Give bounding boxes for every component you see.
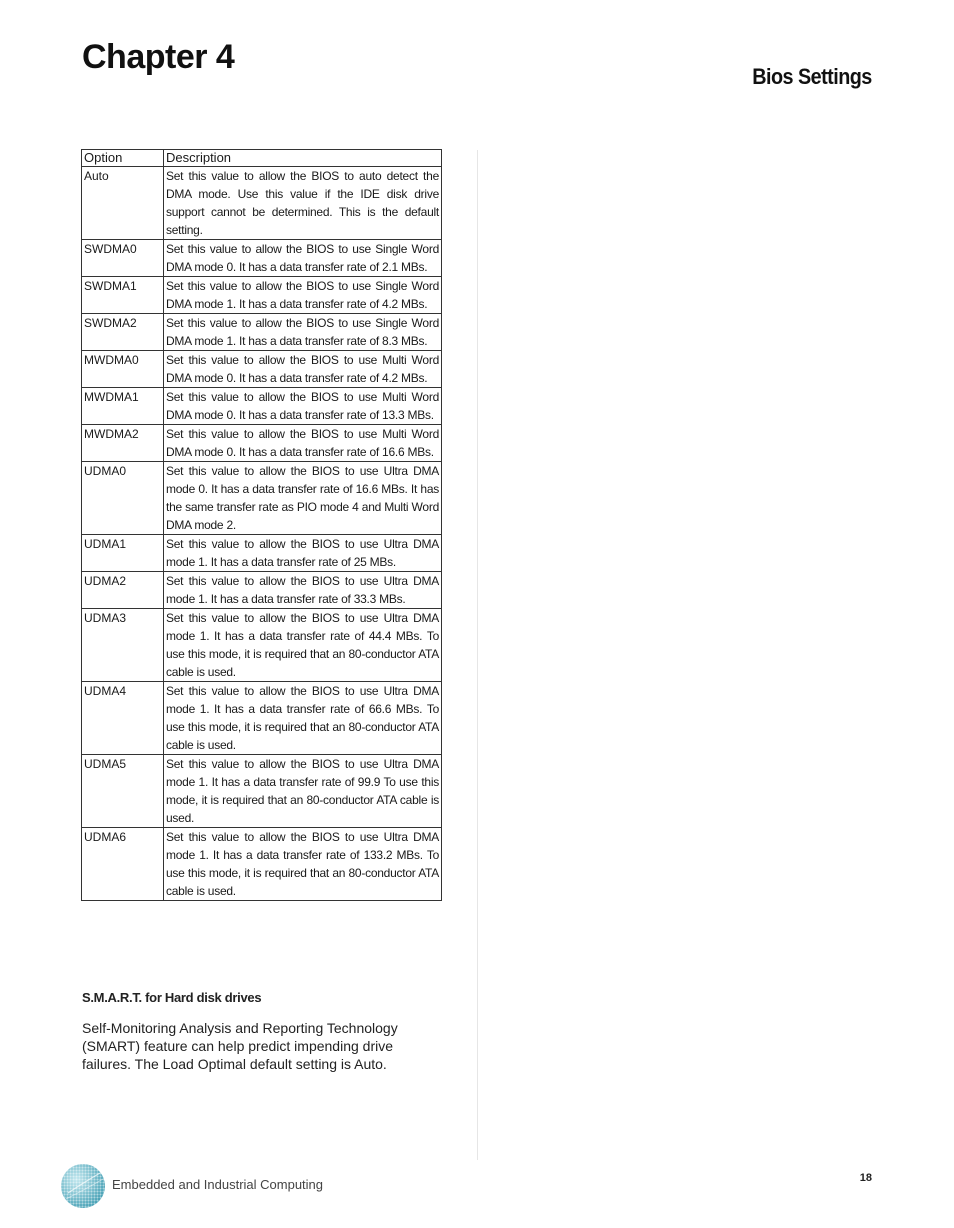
description-cell: Set this value to allow the BIOS to use Single Word DMA mode 1. It has a data transfer rate of 8.3 MBs.	[164, 314, 442, 351]
description-cell: Set this value to allow the BIOS to use Ultra DMA mode 1. It has a data transfer rate of 44.4 MBs. To use this mode, it is required that an 80-conductor ATA cable is used.	[164, 609, 442, 682]
description-cell: Set this value to allow the BIOS to use Ultra DMA mode 1. It has a data transfer rate of 33.3 MBs.	[164, 572, 442, 609]
option-cell: Auto	[82, 167, 164, 240]
table-row	[82, 277, 442, 314]
option-cell: UDMA5	[82, 755, 164, 828]
option-cell: SWDMA0	[82, 240, 164, 277]
table-row	[82, 314, 442, 351]
footer-company-text: Embedded and Industrial Computing	[112, 1177, 324, 1192]
table-row	[82, 572, 442, 609]
table-row	[82, 828, 442, 901]
table-row	[82, 351, 442, 388]
option-cell: SWDMA2	[82, 314, 164, 351]
smart-heading: S.M.A.R.T. for Hard disk drives	[82, 990, 262, 1005]
description-cell: Set this value to allow the BIOS to use Multi Word DMA mode 0. It has a data transfer rate of 13.3 MBs.	[164, 388, 442, 425]
option-cell: SWDMA1	[82, 277, 164, 314]
description-cell: Set this value to allow the BIOS to use Multi Word DMA mode 0. It has a data transfer rate of 16.6 MBs.	[164, 425, 442, 462]
option-cell: MWDMA2	[82, 425, 164, 462]
smart-description: Self-Monitoring Analysis and Reporting Technology (SMART) feature can help predict impending drive failures. The Load Optimal default setting is Auto.	[82, 1020, 398, 1072]
description-cell: Set this value to allow the BIOS to use Multi Word DMA mode 0. It has a data transfer rate of 4.2 MBs.	[164, 351, 442, 388]
table-row	[82, 682, 442, 755]
option-cell: UDMA6	[82, 828, 164, 901]
description-cell: Set this value to allow the BIOS to auto detect the DMA mode. Use this value if the IDE disk drive support cannot be determined. This is the default setting.	[164, 167, 442, 240]
description-cell: Set this value to allow the BIOS to use Single Word DMA mode 0. It has a data transfer rate of 2.1 MBs.	[164, 240, 442, 277]
option-cell: UDMA0	[82, 462, 164, 535]
table-row	[82, 462, 442, 535]
column-divider	[477, 150, 478, 1160]
table-row	[82, 388, 442, 425]
section-title: Bios Settings	[752, 64, 872, 89]
dma-options-table	[81, 149, 442, 901]
description-cell: Set this value to allow the BIOS to use Ultra DMA mode 1. It has a data transfer rate of 99.9 To use this mode, it is required that an 80-conductor ATA cable is used.	[164, 755, 442, 828]
description-cell: Set this value to allow the BIOS to use Ultra DMA mode 1. It has a data transfer rate of 133.2 MBs. To use this mode, it is required that an 80-conductor ATA cable is used.	[164, 828, 442, 901]
page-number: 18	[859, 1172, 872, 1184]
column-header-description: Description	[164, 150, 442, 167]
table-row	[82, 535, 442, 572]
globe-logo-icon	[60, 1163, 106, 1209]
column-header-option: Option	[82, 150, 164, 167]
option-cell: UDMA4	[82, 682, 164, 755]
description-cell: Set this value to allow the BIOS to use Ultra DMA mode 0. It has a data transfer rate of 16.6 MBs. It has the same transfer rate as PIO mode 4 and Multi Word DMA mode 2.	[164, 462, 442, 535]
table-row	[82, 609, 442, 682]
option-cell: MWDMA1	[82, 388, 164, 425]
option-cell: MWDMA0	[82, 351, 164, 388]
description-cell: Set this value to allow the BIOS to use Ultra DMA mode 1. It has a data transfer rate of 25 MBs.	[164, 535, 442, 572]
description-cell: Set this value to allow the BIOS to use Ultra DMA mode 1. It has a data transfer rate of 66.6 MBs. To use this mode, it is required that an 80-conductor ATA cable is used.	[164, 682, 442, 755]
table-row	[82, 755, 442, 828]
table-row	[82, 240, 442, 277]
option-cell: UDMA1	[82, 535, 164, 572]
table-row	[82, 167, 442, 240]
chapter-title: Chapter 4	[82, 38, 235, 76]
table-header-row	[82, 150, 442, 167]
table-row	[82, 425, 442, 462]
option-cell: UDMA2	[82, 572, 164, 609]
option-cell: UDMA3	[82, 609, 164, 682]
description-cell: Set this value to allow the BIOS to use Single Word DMA mode 1. It has a data transfer rate of 4.2 MBs.	[164, 277, 442, 314]
